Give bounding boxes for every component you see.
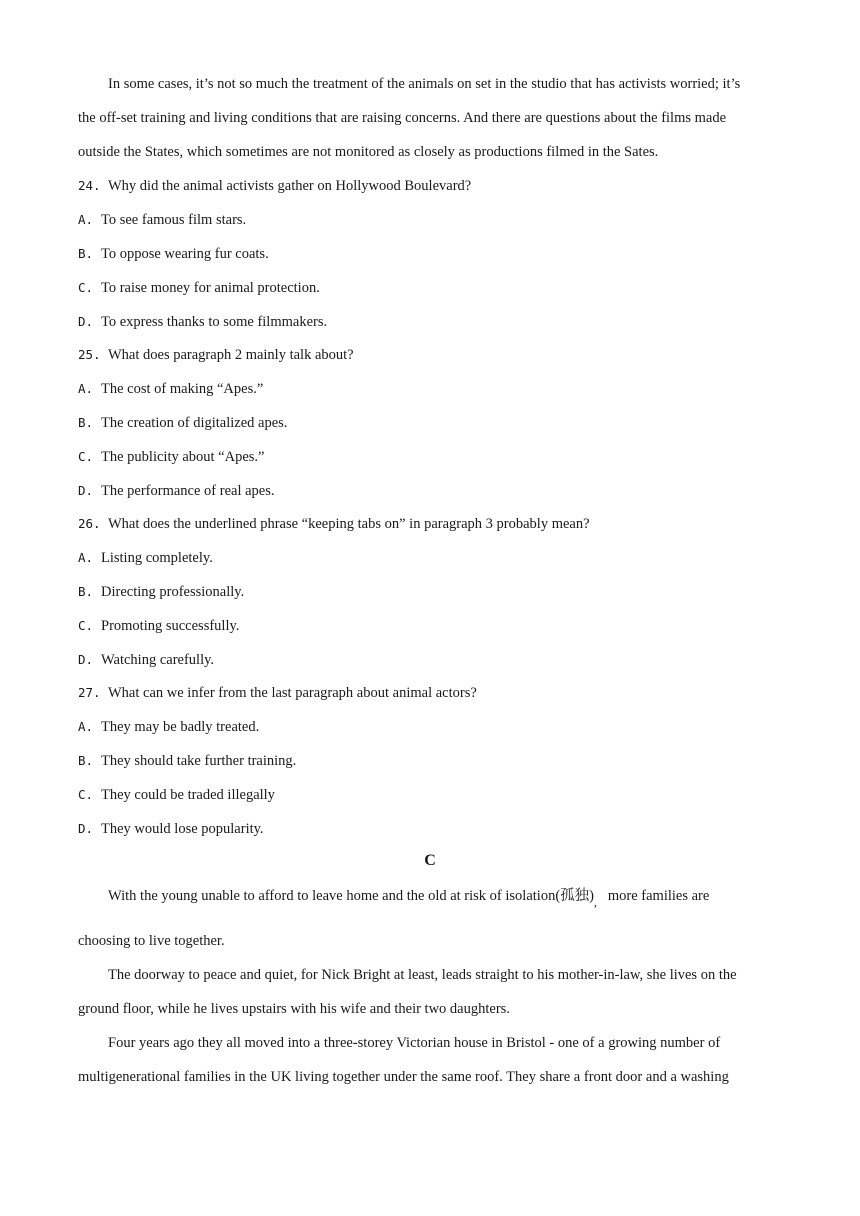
section-c-p1-line-2: choosing to live together. [78,933,225,949]
option-letter: D. [78,652,94,667]
option-25-d [78,482,778,500]
option-text: To see famous film stars. [101,212,247,228]
option-27-c [78,786,778,804]
option-letter: C. [78,618,94,633]
section-c-p2-line-1: The doorway to peace and quiet, for Nick Bright at least, leads straight to his mother-in-law, she lives on the [108,967,737,983]
option-text: They would lose popularity. [101,821,264,837]
option-26-a [78,549,778,567]
question-number: 27. [78,685,101,700]
option-25-c [78,448,778,466]
section-c-p3-line-1: Four years ago they all moved into a three-storey Victorian house in Bristol - one of a growing number of [108,1035,721,1051]
option-text: Listing completely. [101,550,213,566]
option-text: They should take further training. [101,753,297,769]
question-26 [78,515,778,533]
passage-b-line-2: the off-set training and living conditions that are raising concerns. And there are questions about the films made [78,110,727,126]
question-number: 26. [78,516,101,531]
option-text: Directing professionally. [101,584,245,600]
question-27 [78,684,778,702]
option-letter: B. [78,584,94,599]
option-letter: C. [78,787,94,802]
option-text: They may be badly treated. [101,719,260,735]
option-letter: B. [78,246,94,261]
option-25-a [78,380,778,398]
option-text: They could be traded illegally [101,787,275,803]
option-text: The performance of real apes. [101,483,275,499]
option-letter: A. [78,550,94,565]
option-26-c [78,617,778,635]
option-27-a [78,718,778,736]
option-letter: A. [78,719,94,734]
question-number: 24. [78,178,101,193]
p1-text-end: more families are [607,888,710,904]
option-26-d [78,651,778,669]
option-text: The creation of digitalized apes. [101,415,288,431]
option-text: The publicity about “Apes.” [101,449,265,465]
question-text: Why did the animal activists gather on Hollywood Boulevard? [108,178,472,194]
option-24-a [78,211,778,229]
question-text: What can we infer from the last paragraph about animal actors? [108,685,477,701]
question-number: 25. [78,347,101,362]
option-letter: D. [78,483,94,498]
option-24-c [78,279,778,297]
option-27-d [78,820,778,838]
option-text: Promoting successfully. [101,618,240,634]
section-heading: C [424,852,436,869]
question-24 [78,177,778,195]
option-letter: B. [78,753,94,768]
option-27-b [78,752,778,770]
question-text: What does the underlined phrase “keeping tabs on” in paragraph 3 probably mean? [108,516,590,532]
option-letter: C. [78,280,94,295]
option-text: To raise money for animal protection. [101,280,320,296]
option-letter: D. [78,314,94,329]
option-text: The cost of making “Apes.” [101,381,264,397]
option-letter: C. [78,449,94,464]
option-text: To oppose wearing fur coats. [101,246,269,262]
option-25-b [78,414,778,432]
option-24-d [78,313,778,331]
option-text: To express thanks to some filmmakers. [101,314,328,330]
option-26-b [78,583,778,601]
option-24-b [78,245,778,263]
question-25 [78,346,778,364]
option-letter: A. [78,381,94,396]
section-c-p1-line-1 [108,887,808,909]
option-letter: D. [78,821,94,836]
option-letter: A. [78,212,94,227]
p1-text: With the young unable to afford to leave home and the old at risk of isolation(孤独) [108,888,594,904]
p1-comma: , [594,895,597,909]
question-text: What does paragraph 2 mainly talk about? [108,347,354,363]
section-c-p2-line-2: ground floor, while he lives upstairs with his wife and their two daughters. [78,1001,510,1017]
option-text: Watching carefully. [101,652,215,668]
section-c-p3-line-2: multigenerational families in the UK living together under the same roof. They share a front door and a washing [78,1069,729,1085]
option-letter: B. [78,415,94,430]
passage-b-line-1: In some cases, it’s not so much the treatment of the animals on set in the studio that has activists worried; it’s [108,76,741,92]
passage-b-line-3: outside the States, which sometimes are not monitored as closely as productions filmed in the Sates. [78,144,659,160]
